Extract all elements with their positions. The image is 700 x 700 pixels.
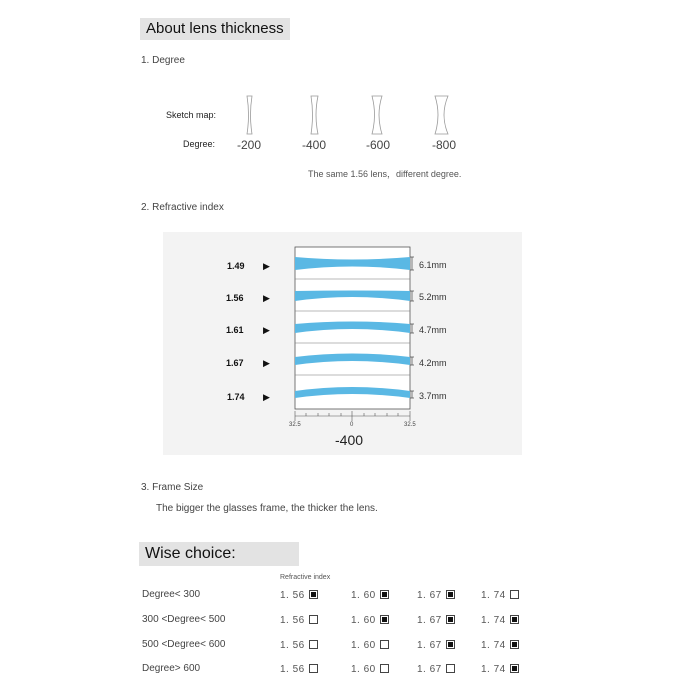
index-value: 1. 56 [280, 640, 305, 651]
same-lens-note: The same 1.56 lens，different degree. [308, 169, 462, 179]
sketch-map-label: Sketch map: [166, 110, 217, 120]
checkbox-unchecked [446, 664, 455, 673]
table-cell [351, 590, 389, 601]
index-value: 1. 67 [417, 664, 442, 675]
index-value: 1. 74 [481, 590, 506, 601]
thickness-value: 4.2mm [419, 358, 447, 368]
thickness-value: 6.1mm [419, 260, 447, 270]
wise-choice-header: Wise choice: [139, 542, 299, 566]
lens-comparison-diagram [290, 245, 415, 425]
checkbox-checked [309, 590, 318, 599]
frame-step-title: 3. Frame Size [141, 482, 204, 493]
degree-range-label: Degree< 300 [142, 589, 201, 600]
table-cell [351, 615, 389, 626]
degree-value: -800 [432, 138, 457, 152]
table-cell [280, 664, 318, 675]
index-value: 1. 67 [417, 615, 442, 626]
checkbox-unchecked [309, 615, 318, 624]
refractive-index-label: 1.49 [227, 261, 245, 271]
arrow-icon: ▶ [263, 358, 270, 368]
lens-sketch-600 [372, 96, 382, 134]
index-value: 1. 67 [417, 590, 442, 601]
checkbox-checked [510, 615, 519, 624]
arrow-icon: ▶ [263, 261, 270, 271]
degree-range-label: 500 <Degree< 600 [142, 639, 226, 650]
index-value: 1. 74 [481, 664, 506, 675]
table-cell [481, 615, 519, 626]
degree-value: -600 [366, 138, 391, 152]
lens-sketch-800 [435, 96, 448, 134]
scale-left-label: 32.5 [289, 422, 301, 428]
checkbox-checked [446, 590, 455, 599]
checkbox-unchecked [380, 664, 389, 673]
index-value: 1. 74 [481, 640, 506, 651]
index-value: 1. 67 [417, 640, 442, 651]
table-cell [481, 640, 519, 651]
table-cell [280, 615, 318, 626]
diagram-degree-label: -400 [335, 432, 364, 448]
table-cell [417, 664, 455, 675]
degree-range-label: 300 <Degree< 500 [142, 614, 226, 625]
index-value: 1. 56 [280, 615, 305, 626]
degree-row-label: Degree: [183, 139, 216, 149]
index-value: 1. 60 [351, 590, 376, 601]
refractive-index-caption: Refractive index [280, 574, 331, 581]
index-value: 1. 60 [351, 640, 376, 651]
degree-value: -400 [302, 138, 327, 152]
scale-right-label: 32.5 [404, 422, 416, 428]
checkbox-unchecked [309, 640, 318, 649]
table-cell [351, 640, 389, 651]
degree-range-label: Degree> 600 [142, 663, 201, 674]
refractive-index-label: 1.67 [226, 358, 244, 368]
refractive-step-title: 2. Refractive index [141, 202, 224, 213]
arrow-icon: ▶ [263, 325, 270, 335]
checkbox-checked [510, 640, 519, 649]
arrow-icon: ▶ [263, 392, 270, 402]
table-cell [481, 590, 519, 601]
index-value: 1. 56 [280, 664, 305, 675]
table-cell [280, 590, 318, 601]
lens-sketch-200 [247, 96, 252, 134]
index-value: 1. 60 [351, 664, 376, 675]
refractive-index-label: 1.61 [226, 325, 244, 335]
index-value: 1. 74 [481, 615, 506, 626]
checkbox-checked [446, 615, 455, 624]
thickness-value: 3.7mm [419, 391, 447, 401]
about-header: About lens thickness [140, 18, 290, 40]
checkbox-unchecked [309, 664, 318, 673]
arrow-icon: ▶ [263, 293, 270, 303]
thickness-value: 5.2mm [419, 292, 447, 302]
checkbox-unchecked [380, 640, 389, 649]
table-cell [280, 640, 318, 651]
checkbox-checked [446, 640, 455, 649]
checkbox-checked [510, 664, 519, 673]
frame-note: The bigger the glasses frame, the thicker the lens. [156, 503, 378, 514]
thickness-value: 4.7mm [419, 325, 447, 335]
scale-mid-label: 0 [350, 422, 354, 428]
checkbox-checked [380, 590, 389, 599]
lens-sketches [230, 90, 470, 140]
table-cell [481, 664, 519, 675]
checkbox-checked [380, 615, 389, 624]
index-value: 1. 60 [351, 615, 376, 626]
index-value: 1. 56 [280, 590, 305, 601]
refractive-index-label: 1.56 [226, 293, 244, 303]
table-cell [417, 640, 455, 651]
table-cell [351, 664, 389, 675]
refractive-index-label: 1.74 [227, 392, 245, 402]
lens-sketch-400 [311, 96, 318, 134]
degree-step-title: 1. Degree [141, 55, 185, 66]
table-cell [417, 590, 455, 601]
table-cell [417, 615, 455, 626]
checkbox-unchecked [510, 590, 519, 599]
degree-value: -200 [237, 138, 262, 152]
